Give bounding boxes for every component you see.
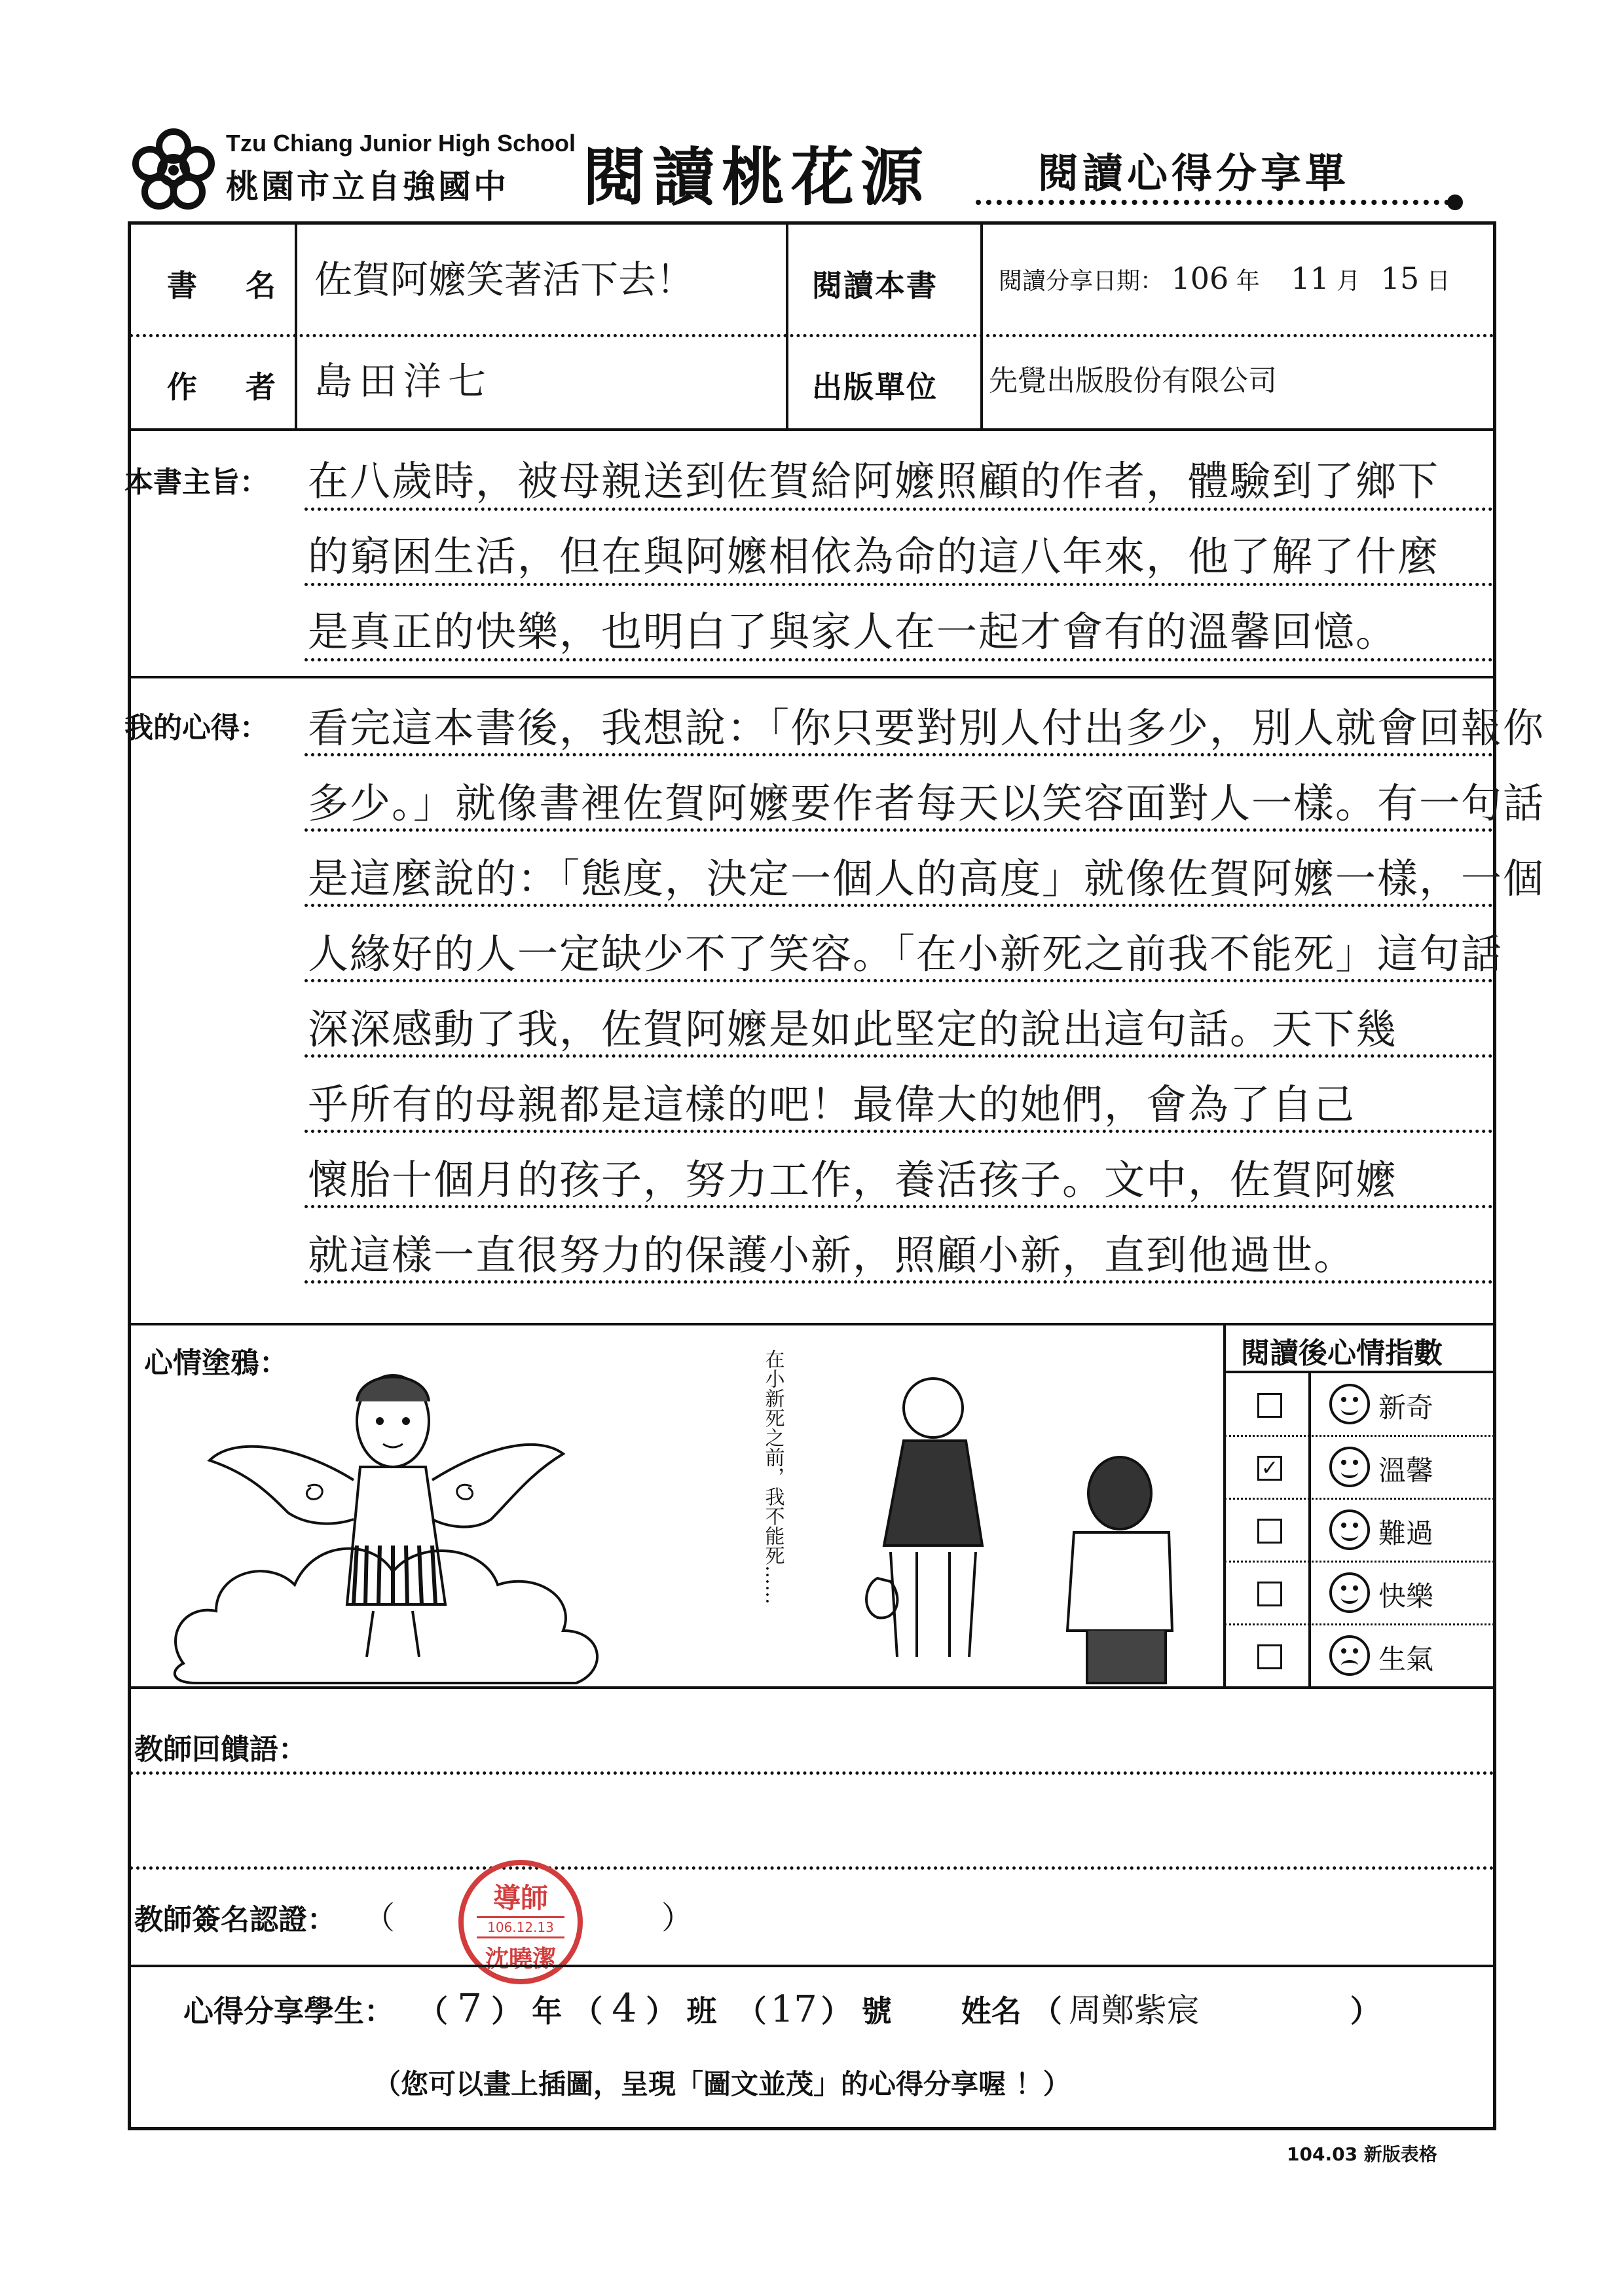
reflection-rule-2 <box>304 828 1493 832</box>
mood-checkbox-warm[interactable] <box>1257 1456 1282 1481</box>
reading-copy-label: 閱讀本書 <box>812 268 938 303</box>
reflection-line-2: 多少。」就像書裡佐賀阿嬤要作者每天以笑容面對人一樣。有一句話 <box>308 779 1545 827</box>
face-mouth <box>1341 1466 1358 1478</box>
school-name-zh: 桃園市立自強國中 <box>226 168 509 206</box>
feedback-rule-2 <box>130 1866 1494 1870</box>
reflection-rule-7 <box>304 1205 1493 1208</box>
theme-label: 本書主旨： <box>124 466 268 499</box>
author-value: 島田洋七 <box>314 359 493 403</box>
share-date-month: 11 <box>1291 261 1329 296</box>
signature-close-paren: ） <box>661 1900 693 1936</box>
face-eye-right <box>1353 1523 1358 1528</box>
header-divider <box>976 200 1460 205</box>
theme-section-bottom <box>130 676 1494 678</box>
mood-label-angry: 生氣 <box>1378 1643 1434 1675</box>
school-logo <box>128 128 219 213</box>
program-title: 閱讀桃花源 <box>583 141 930 214</box>
reflection-line-3: 是這麼說的：「態度，決定一個人的高度」就像佐賀阿嬤一樣，一個 <box>308 855 1545 902</box>
share-date-day-unit: 日 <box>1426 268 1450 295</box>
share-date-year-unit: 年 <box>1236 268 1260 295</box>
book-title-label: 書 名 <box>167 268 285 303</box>
mood-drawing <box>157 1329 1218 1709</box>
mood-checkbox-sad[interactable] <box>1257 1519 1282 1544</box>
student-grade: 7 <box>457 1986 483 2031</box>
reflection-line-8: 就這樣一直很努力的保護小新，照顧小新，直到他過世。 <box>308 1231 1356 1279</box>
reflection-line-5: 深深感動了我，佐賀阿嬤是如此堅定的說出這句話。天下幾 <box>308 1005 1398 1053</box>
signature-open-paren: （ <box>363 1900 396 1936</box>
mood-checkbox-happy[interactable] <box>1257 1582 1282 1606</box>
footer-note: （您可以畫上插圖，呈現「圖文並茂」的心得分享喔 ！） <box>373 2068 1071 2100</box>
face-eye-left <box>1341 1585 1346 1591</box>
reflection-line-4: 人緣好的人一定缺少不了笑容。「在小新死之前我不能死」這句話 <box>308 930 1504 978</box>
reflection-rule-6 <box>304 1130 1493 1133</box>
crying-face-icon <box>1329 1509 1370 1550</box>
face-mouth <box>1341 1403 1358 1415</box>
name-close-paren: ） <box>1350 1993 1380 2029</box>
drawing-label: 心情塗鴉： <box>144 1346 288 1380</box>
student-class: 4 <box>612 1986 637 2031</box>
mood-row-rule-4 <box>1225 1623 1494 1625</box>
theme-line-1: 在八歲時，被母親送到佐賀給阿嬤照顧的作者，體驗到了鄉下 <box>308 457 1440 505</box>
author-label: 作 者 <box>167 369 285 405</box>
share-date-year: 106 <box>1171 261 1229 296</box>
number-open-paren: （ <box>736 1993 767 2029</box>
teacher-signature-label: 教師簽名認證： <box>134 1903 336 1936</box>
theme-rule-2 <box>304 583 1493 586</box>
feedback-rule-1 <box>130 1771 1494 1775</box>
mood-label-warm: 溫馨 <box>1378 1454 1434 1487</box>
mood-row-rule-1 <box>1225 1435 1494 1437</box>
col-divider-1 <box>295 223 297 430</box>
mood-row-rule-2 <box>1225 1498 1494 1500</box>
share-date <box>999 261 1450 296</box>
reflection-rule-1 <box>304 753 1493 756</box>
check-mark-icon: ✓ <box>1261 1455 1279 1480</box>
student-number: 17 <box>770 1988 817 2031</box>
reflection-rule-8 <box>304 1280 1493 1284</box>
reflection-section-bottom <box>130 1323 1494 1325</box>
number-close-paren: ） <box>821 1993 851 2029</box>
mood-label-sad: 難過 <box>1378 1517 1434 1549</box>
mood-checkbox-curious[interactable] <box>1257 1393 1282 1418</box>
student-label: 心得分享學生： <box>183 1993 394 2029</box>
number-unit: 號 <box>861 1993 892 2029</box>
student-info <box>183 1984 1380 2031</box>
mood-label-happy: 快樂 <box>1378 1580 1434 1612</box>
share-date-label: 閱讀分享日期： <box>999 268 1164 295</box>
book-row-divider <box>130 334 1494 337</box>
angry-face-icon <box>1329 1635 1370 1676</box>
publisher-value: 先覺出版股份有限公司 <box>989 364 1277 398</box>
name-label: 姓名 <box>961 1993 1022 2029</box>
grade-unit: 年 <box>532 1993 563 2029</box>
school-name-en: Tzu Chiang Junior High School <box>226 130 576 157</box>
theme-rule-1 <box>304 508 1493 511</box>
reflection-rule-3 <box>304 904 1493 907</box>
reflection-line-1: 看完這本書後，我想說：「你只要對別人付出多少，別人就會回報你 <box>308 704 1545 752</box>
col-divider-3 <box>980 223 983 430</box>
face-eye-right <box>1353 1460 1358 1465</box>
book-title-value: 佐賀阿嬤笑著活下去！ <box>314 257 695 302</box>
reflection-rule-4 <box>304 979 1493 982</box>
theme-line-3: 是真正的快樂，也明白了與家人在一起才會有的溫馨回憶。 <box>308 608 1398 656</box>
curious-face-icon <box>1329 1384 1370 1424</box>
publisher-label: 出版單位 <box>812 369 938 405</box>
share-date-day: 15 <box>1380 261 1420 296</box>
happy-face-icon <box>1329 1572 1370 1613</box>
theme-rule-3 <box>304 658 1493 661</box>
face-eye-right <box>1353 1648 1358 1654</box>
mood-row-rule-3 <box>1225 1561 1494 1563</box>
student-name: 周鄭紫宸 <box>1068 1991 1200 2029</box>
mood-checkbox-angry[interactable] <box>1257 1644 1282 1669</box>
face-mouth <box>1341 1529 1358 1541</box>
stamp-title: 導師 <box>492 1882 548 1914</box>
class-close-paren: ） <box>646 1993 676 2029</box>
smiling-face-icon <box>1329 1447 1370 1487</box>
face-eye-left <box>1341 1523 1346 1528</box>
grade-close-paren: ） <box>491 1993 522 2029</box>
stamp-name: 沈曉潔 <box>485 1945 556 1972</box>
face-mouth <box>1341 1592 1358 1604</box>
drawing-section-bottom <box>130 1686 1494 1689</box>
mood-list <box>1225 1372 1494 1686</box>
mood-label-curious: 新奇 <box>1378 1392 1434 1424</box>
share-date-month-unit: 月 <box>1337 268 1361 295</box>
face-eye-left <box>1341 1460 1346 1465</box>
book-section-bottom <box>130 428 1494 431</box>
reflection-line-6: 乎所有的母親都是這樣的吧！最偉大的她們，會為了自己 <box>308 1081 1356 1128</box>
teacher-section-bottom <box>130 1965 1494 1967</box>
face-eye-right <box>1353 1585 1358 1591</box>
header-divider-dot <box>1447 194 1463 210</box>
theme-line-2: 的窮困生活，但在與阿嬤相依為命的這八年來，他了解了什麼 <box>308 532 1440 580</box>
form-version: 104.03 新版表格 <box>1287 2143 1437 2165</box>
face-eye-right <box>1353 1397 1358 1402</box>
teacher-feedback-label: 教師回饋語： <box>134 1733 307 1766</box>
mood-title: 閱讀後心情指數 <box>1241 1337 1443 1370</box>
face-mouth <box>1341 1660 1358 1671</box>
stamp-date: 106.12.13 <box>477 1916 564 1938</box>
reflection-label: 我的心得： <box>124 711 268 745</box>
grade-open-paren: （ <box>418 1993 449 2029</box>
face-eye-left <box>1341 1397 1346 1402</box>
class-unit: 班 <box>686 1993 717 2029</box>
col-divider-2 <box>786 223 788 430</box>
name-open-paren: （ <box>1031 1993 1062 2029</box>
form-title: 閱讀心得分享單 <box>1038 149 1350 197</box>
face-eye-left <box>1341 1648 1346 1654</box>
class-open-paren: （ <box>572 1993 603 2029</box>
reflection-rule-5 <box>304 1054 1493 1058</box>
drawing-caption: 在小新死之前，我不能死…… <box>761 1349 784 1604</box>
reflection-line-7: 懷胎十個月的孩子，努力工作，養活孩子。文中，佐賀阿嬤 <box>308 1156 1398 1204</box>
